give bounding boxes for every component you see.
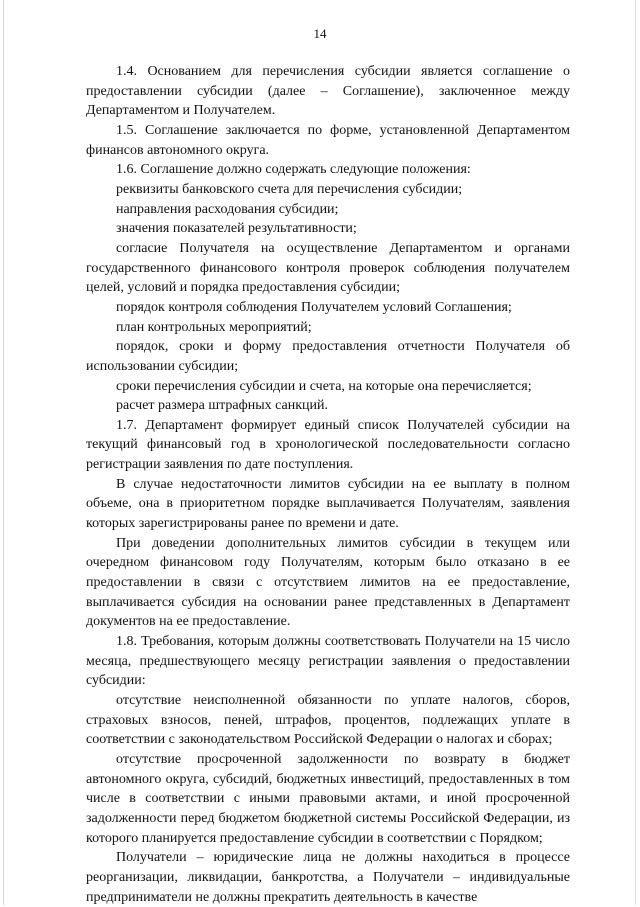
- requirement-legal-status: Получатели – юридические лица не должны находиться в процессе реорганизации, ликвидации, банкротства, а Получатели – индивидуальные предприниматели не должны прекратить деятельность в качестве: [86, 850, 570, 905]
- paragraph-1-7: 1.7. Департамент формирует единый список Получателей субсидии на текущий финансовый год в хронологической последовательности согласно регистрации заявления по дате поступления.: [86, 417, 570, 473]
- requirement-no-tax-debt: отсутствие неисполненной обязанности по уплате налогов, сборов, страховых взносов, пеней, штрафов, процентов, подлежащих уплате в соответствии с законодательством Российской Федерации о налогах и сборах;: [86, 693, 570, 748]
- list-item-performance-indicators: значения показателей результативности;: [116, 221, 357, 237]
- list-item-control-plan: план контрольных мероприятий;: [116, 319, 312, 335]
- scan-edge-left: [3, 0, 4, 905]
- list-item-penalties: расчет размера штрафных санкций.: [116, 398, 328, 414]
- paragraph-additional-limits: При доведении дополнительных лимитов субсидии в текущем или очередном финансовом году Получателям, которым было отказано в ее предоставлении в связи с отсутствием лимитов на ее предоставление, выплачивается субсидия на основании ранее представленных в Департамент документов на ее предоставление.: [86, 535, 570, 630]
- list-item-bank-details: реквизиты банковского счета для перечисления субсидии;: [116, 181, 463, 197]
- paragraph-1-8: 1.8. Требования, которым должны соответствовать Получатели на 15 число месяца, предшествующего месяцу регистрации заявления о предоставлении субсидии:: [86, 634, 570, 689]
- paragraph-1-4: 1.4. Основанием для перечисления субсидии является соглашение о предоставлении субсидии (далее – Соглашение), заключенное между Департаментом и Получателем.: [86, 64, 570, 119]
- paragraph-insufficient-limits: В случае недостаточности лимитов субсидии на ее выплату в полном объеме, она в приоритетном порядке выплачивается Получателям, заявления которых зарегистрированы ранее по времени и дате.: [86, 476, 570, 532]
- list-item-transfer-terms: сроки перечисления субсидии и счета, на которые она перечисляется;: [116, 378, 532, 394]
- paragraph-1-5: 1.5. Соглашение заключается по форме, установленной Департаментом финансов автономного округа.: [86, 122, 570, 158]
- list-item-spending-directions: направления расходования субсидии;: [116, 201, 339, 217]
- list-item-reporting: порядок, сроки и форму предоставления отчетности Получателя об использовании субсидии;: [86, 339, 570, 374]
- scan-edge-right: [635, 0, 636, 905]
- list-item-audit-consent: согласие Получателя на осуществление Департаментом и органами государственного финансового контроля проверок соблюдения получателем целей, условий и порядка предоставления субсидии;: [86, 240, 570, 296]
- document-body: [86, 62, 570, 907]
- paragraph-1-6: 1.6. Соглашение должно содержать следующие положения:: [116, 162, 471, 178]
- list-item-control-procedure: порядок контроля соблюдения Получателем условий Соглашения;: [116, 299, 512, 315]
- requirement-no-overdue-debt: отсутствие просроченной задолженности по возврату в бюджет автономного округа, субсидий, бюджетных инвестиций, предоставленных в том числе в соответствии с иными правовыми актами, и иной просроченной задолженности перед бюджетом бюджетной системы Российской Федерации, из которого планируется предоставление субсидии в соответствии с Порядком;: [86, 751, 570, 846]
- page-number: 14: [313, 26, 327, 41]
